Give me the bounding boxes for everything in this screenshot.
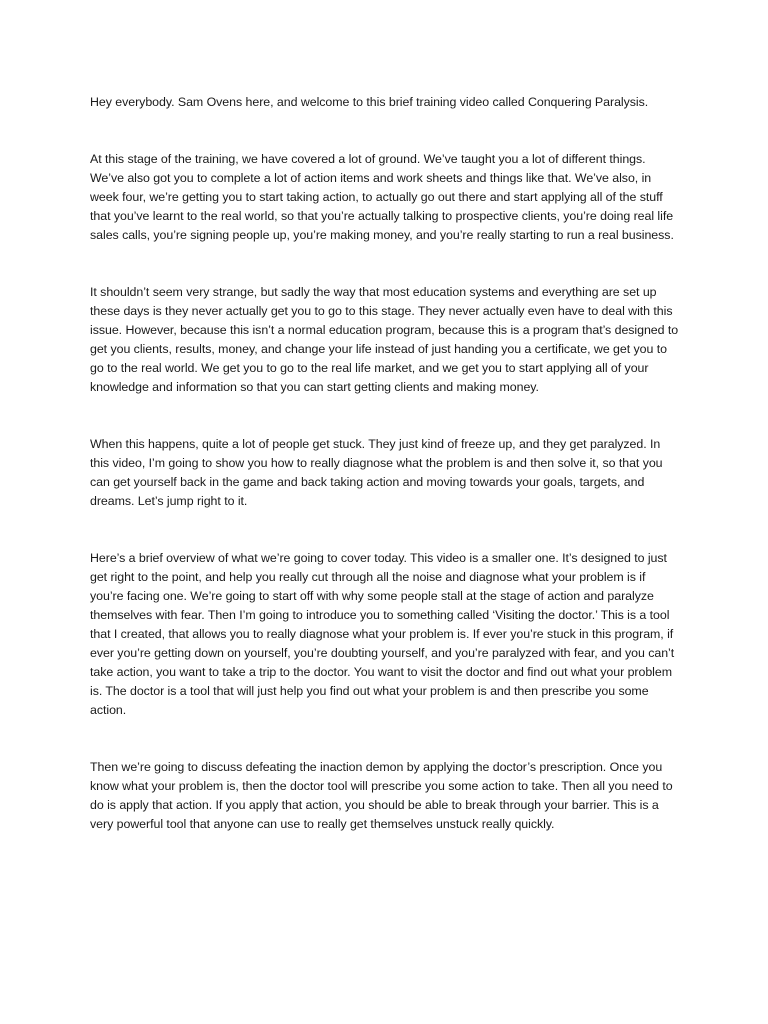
paragraph-education-systems: It shouldn’t seem very strange, but sadly the way that most education systems and everything are set up these days is they never actually get you to go to this stage. They never actually even have to deal with this issue. However, because this isn’t a normal education program, because this is a program that’s designed to get you clients, results, money, and change your life instead of just handing you a certificate, we get you to go to the real world. We get you to go to the real life market, and we get you to start applying all of your knowledge and information so that you can start getting clients and making money. <box>90 285 679 394</box>
paragraph-intro: Hey everybody. Sam Ovens here, and welcome to this brief training video called Conquering Paralysis. <box>90 95 649 109</box>
paragraph-prescription: Then we’re going to discuss defeating the inaction demon by applying the doctor’s prescription. Once you know what your problem is, then the doctor tool will prescribe you some action to take. Then all you need to do is apply that action. If you apply that action, you should be able to break through your barrier. This is a very powerful tool that anyone can use to really get themselves unstuck really quickly. <box>90 760 673 831</box>
paragraph-overview: Here’s a brief overview of what we’re going to cover today. This video is a smaller one. It’s designed to just get right to the point, and help you really cut through all the noise and diagnose what your problem is if you’re facing one. We’re going to start off with why some people stall at the stage of action and paralyze themselves with fear. Then I’m going to introduce you to something called ‘Visiting the doctor.’ This is a tool that I created, that allows you to really diagnose what your problem is. If ever you’re stuck in this program, if ever you’re getting down on yourself, you’re doubting yourself, and you’re paralyzed with fear, and you can’t take action, you want to take a trip to the doctor. You want to visit the doctor and find out what your problem is. The doctor is a tool that will just help you find out what your problem is and then prescribe you some action. <box>90 551 675 717</box>
document-body <box>90 93 680 872</box>
paragraph-training-stage: At this stage of the training, we have covered a lot of ground. We’ve taught you a lot of different things. We’ve also got you to complete a lot of action items and work sheets and things like that. We’ve also, in week four, we’re getting you to start taking action, to actually go out there and start applying all of the stuff that you’ve learnt to the real world, so that you’re actually talking to prospective clients, you’re doing real life sales calls, you’re signing people up, you’re making money, and you’re really starting to run a real business. <box>90 152 674 242</box>
paragraph-getting-stuck: When this happens, quite a lot of people get stuck. They just kind of freeze up, and they get paralyzed. In this video, I’m going to show you how to really diagnose what the problem is and then solve it, so that you can get yourself back in the game and back taking action and moving towards your goals, targets, and dreams. Let’s jump right to it. <box>90 437 663 508</box>
